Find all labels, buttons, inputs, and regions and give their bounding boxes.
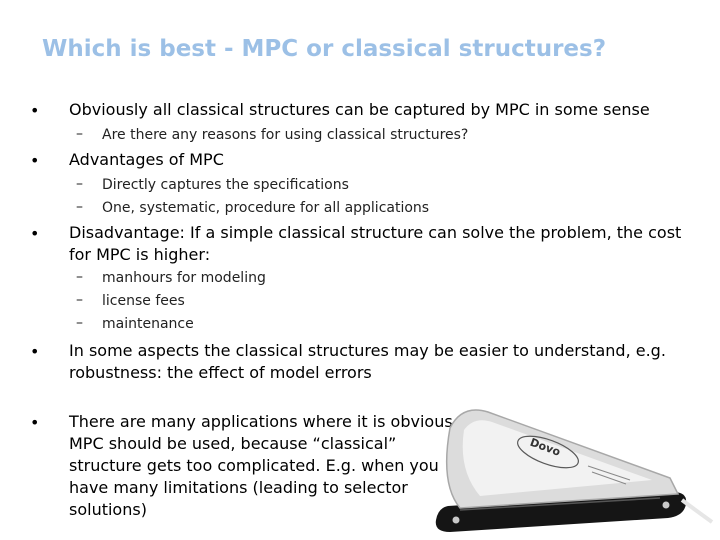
sub-bullet-2-1: Directly captures the specifications bbox=[102, 177, 349, 193]
dash-symbol: – bbox=[76, 315, 83, 331]
bullet-symbol: • bbox=[30, 151, 40, 170]
razor-pin bbox=[663, 502, 670, 509]
dash-symbol: – bbox=[76, 199, 83, 215]
dash-symbol: – bbox=[76, 176, 83, 192]
sub-bullet-3-3: maintenance bbox=[102, 316, 194, 332]
dash-symbol: – bbox=[76, 292, 83, 308]
dash-symbol: – bbox=[76, 126, 83, 142]
bullet-symbol: • bbox=[30, 413, 40, 432]
razor-tail bbox=[682, 500, 712, 522]
sub-bullet-2-2: One, systematic, procedure for all applications bbox=[102, 200, 430, 216]
sub-bullet-1-1: Are there any reasons for using classical structures? bbox=[102, 127, 469, 143]
razor-brand-mark: Dovo bbox=[528, 435, 563, 459]
bullet-text-3: Disadvantage: If a simple classical structure can solve the problem, the cost for MPC is higher: bbox=[69, 223, 682, 264]
dash-symbol: – bbox=[76, 269, 83, 285]
sub-bullet-3-1: manhours for modeling bbox=[102, 270, 266, 286]
sub-bullet-3-2: license fees bbox=[102, 293, 185, 309]
bullet-symbol: • bbox=[30, 224, 40, 243]
bullet-text-4: In some aspects the classical structures may be easier to understand, e.g. robustness: the effect of model errors bbox=[69, 341, 666, 382]
bullet-text-5: There are many applications where it is obvious MPC should be used, because “classical” structure gets too complicated. E.g. when you have many limitations (leading to selector solutions) bbox=[69, 412, 453, 519]
slide-title: Which is best - MPC or classical structures? bbox=[42, 36, 607, 62]
bullet-symbol: • bbox=[30, 101, 40, 120]
bullet-text-1: Obviously all classical structures can be captured by MPC in some sense bbox=[69, 100, 650, 119]
razor-pin bbox=[453, 517, 460, 524]
straight-razor-icon bbox=[420, 400, 720, 540]
bullet-symbol: • bbox=[30, 342, 40, 361]
bullet-text-2: Advantages of MPC bbox=[69, 150, 224, 169]
